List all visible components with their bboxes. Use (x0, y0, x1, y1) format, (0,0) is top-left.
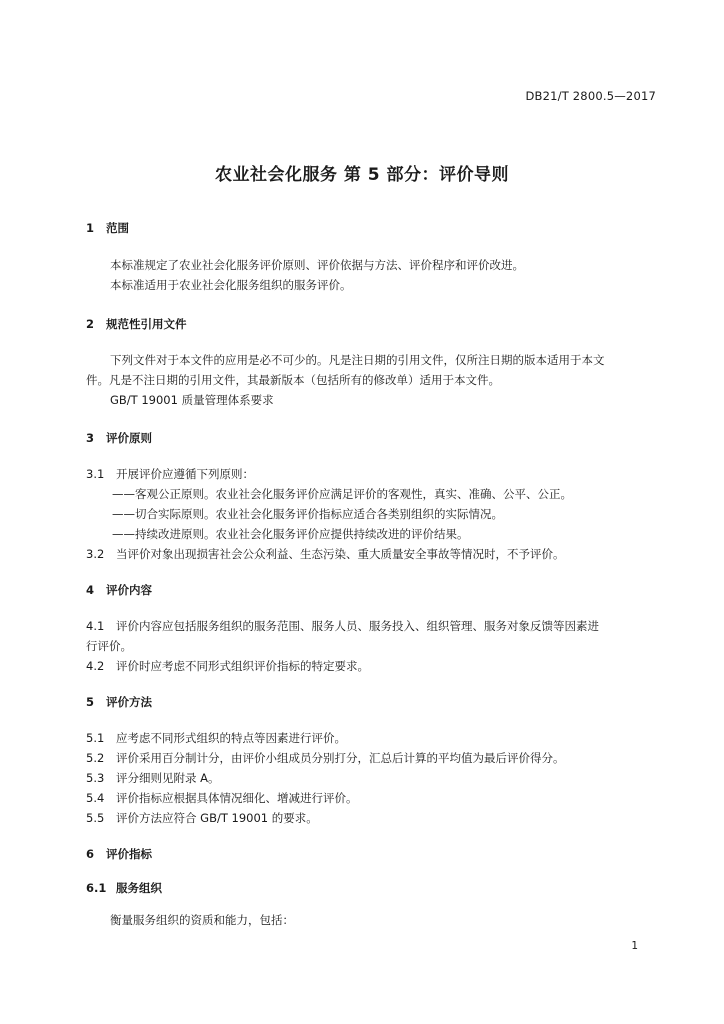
section-title: 评价原则 (106, 431, 152, 445)
section-1-heading (86, 220, 129, 236)
section-5-heading (86, 694, 152, 710)
dash-list-item: ——客观公正原则。农业社会化服务评价应满足评价的客观性，真实、准确、公平、公正。 (112, 487, 572, 501)
clause-number: 5.4 (86, 791, 105, 805)
section-number: 3 (86, 431, 95, 445)
section-title: 规范性引用文件 (106, 317, 187, 331)
section-number: 2 (86, 317, 95, 331)
clause-text: 当评价对象出现损害社会公众利益、生态污染、重大质量安全事故等情况时，不予评价。 (116, 547, 565, 561)
clause-text: 应考虑不同形式组织的特点等因素进行评价。 (116, 731, 346, 745)
clause-text: 评价指标应根据具体情况细化、增减进行评价。 (116, 791, 358, 805)
section-title: 评价内容 (106, 583, 152, 597)
subsection-number: 6.1 (86, 881, 107, 895)
clause-3-1 (86, 464, 254, 484)
clause-4-2 (86, 656, 369, 676)
page-number: 1 (631, 940, 638, 952)
clause-number: 3.2 (86, 547, 105, 561)
paragraph: 本标准规定了农业社会化服务评价原则、评价依据与方法、评价程序和评价改进。 (110, 258, 524, 272)
section-number: 5 (86, 695, 95, 709)
clause-5-4 (86, 788, 358, 808)
clause-4-1 (86, 616, 599, 636)
normative-reference: GB/T 19001 质量管理体系要求 (110, 393, 274, 407)
section-number: 4 (86, 583, 95, 597)
clause-number: 4.2 (86, 659, 105, 673)
clause-text: 评价内容应包括服务组织的服务范围、服务人员、服务投入、组织管理、服务对象反馈等因素进 (116, 619, 599, 633)
standard-code: DB21/T 2800.5—2017 (525, 89, 656, 103)
clause-5-2 (86, 748, 565, 768)
dash-list-item: ——持续改进原则。农业社会化服务评价应提供持续改进的评价结果。 (112, 527, 469, 541)
subsection-title: 服务组织 (116, 881, 162, 895)
clause-3-2 (86, 544, 565, 564)
paragraph: 下列文件对于本文件的应用是必不可少的。凡是注日期的引用文件，仅所注日期的版本适用于本文 (110, 353, 605, 367)
clause-text: 开展评价应遵循下列原则： (116, 467, 254, 481)
clause-text: 评价采用百分制计分，由评价小组成员分别打分，汇总后计算的平均值为最后评价得分。 (116, 751, 565, 765)
section-6-heading (86, 846, 152, 862)
section-title: 评价指标 (106, 847, 152, 861)
paragraph: 本标准适用于农业社会化服务组织的服务评价。 (110, 278, 352, 292)
paragraph-continuation: 件。凡是不注日期的引用文件，其最新版本（包括所有的修改单）适用于本文件。 (86, 373, 500, 387)
dash-list-item: ——切合实际原则。农业社会化服务评价指标应适合各类别组织的实际情况。 (112, 507, 503, 521)
subsection-6-1-heading (86, 880, 162, 896)
clause-number: 5.1 (86, 731, 105, 745)
section-number: 1 (86, 221, 95, 235)
section-3-heading (86, 430, 152, 446)
clause-text: 评分细则见附录 A。 (116, 771, 220, 785)
clause-number: 5.2 (86, 751, 105, 765)
section-title: 评价方法 (106, 695, 152, 709)
clause-number: 3.1 (86, 467, 105, 481)
document-title: 农业社会化服务 第 5 部分：评价导则 (214, 165, 510, 185)
clause-number: 4.1 (86, 619, 105, 633)
clause-continuation: 行评价。 (86, 639, 132, 653)
section-4-heading (86, 582, 152, 598)
clause-5-1 (86, 728, 346, 748)
clause-number: 5.5 (86, 811, 105, 825)
clause-text: 评价时应考虑不同形式组织评价指标的特定要求。 (116, 659, 369, 673)
clause-5-5 (86, 808, 318, 828)
clause-number: 5.3 (86, 771, 105, 785)
clause-5-3 (86, 768, 220, 788)
paragraph: 衡量服务组织的资质和能力，包括： (110, 913, 294, 927)
clause-text: 评价方法应符合 GB/T 19001 的要求。 (116, 811, 318, 825)
section-number: 6 (86, 847, 95, 861)
section-2-heading (86, 316, 187, 332)
section-title: 范围 (106, 221, 129, 235)
